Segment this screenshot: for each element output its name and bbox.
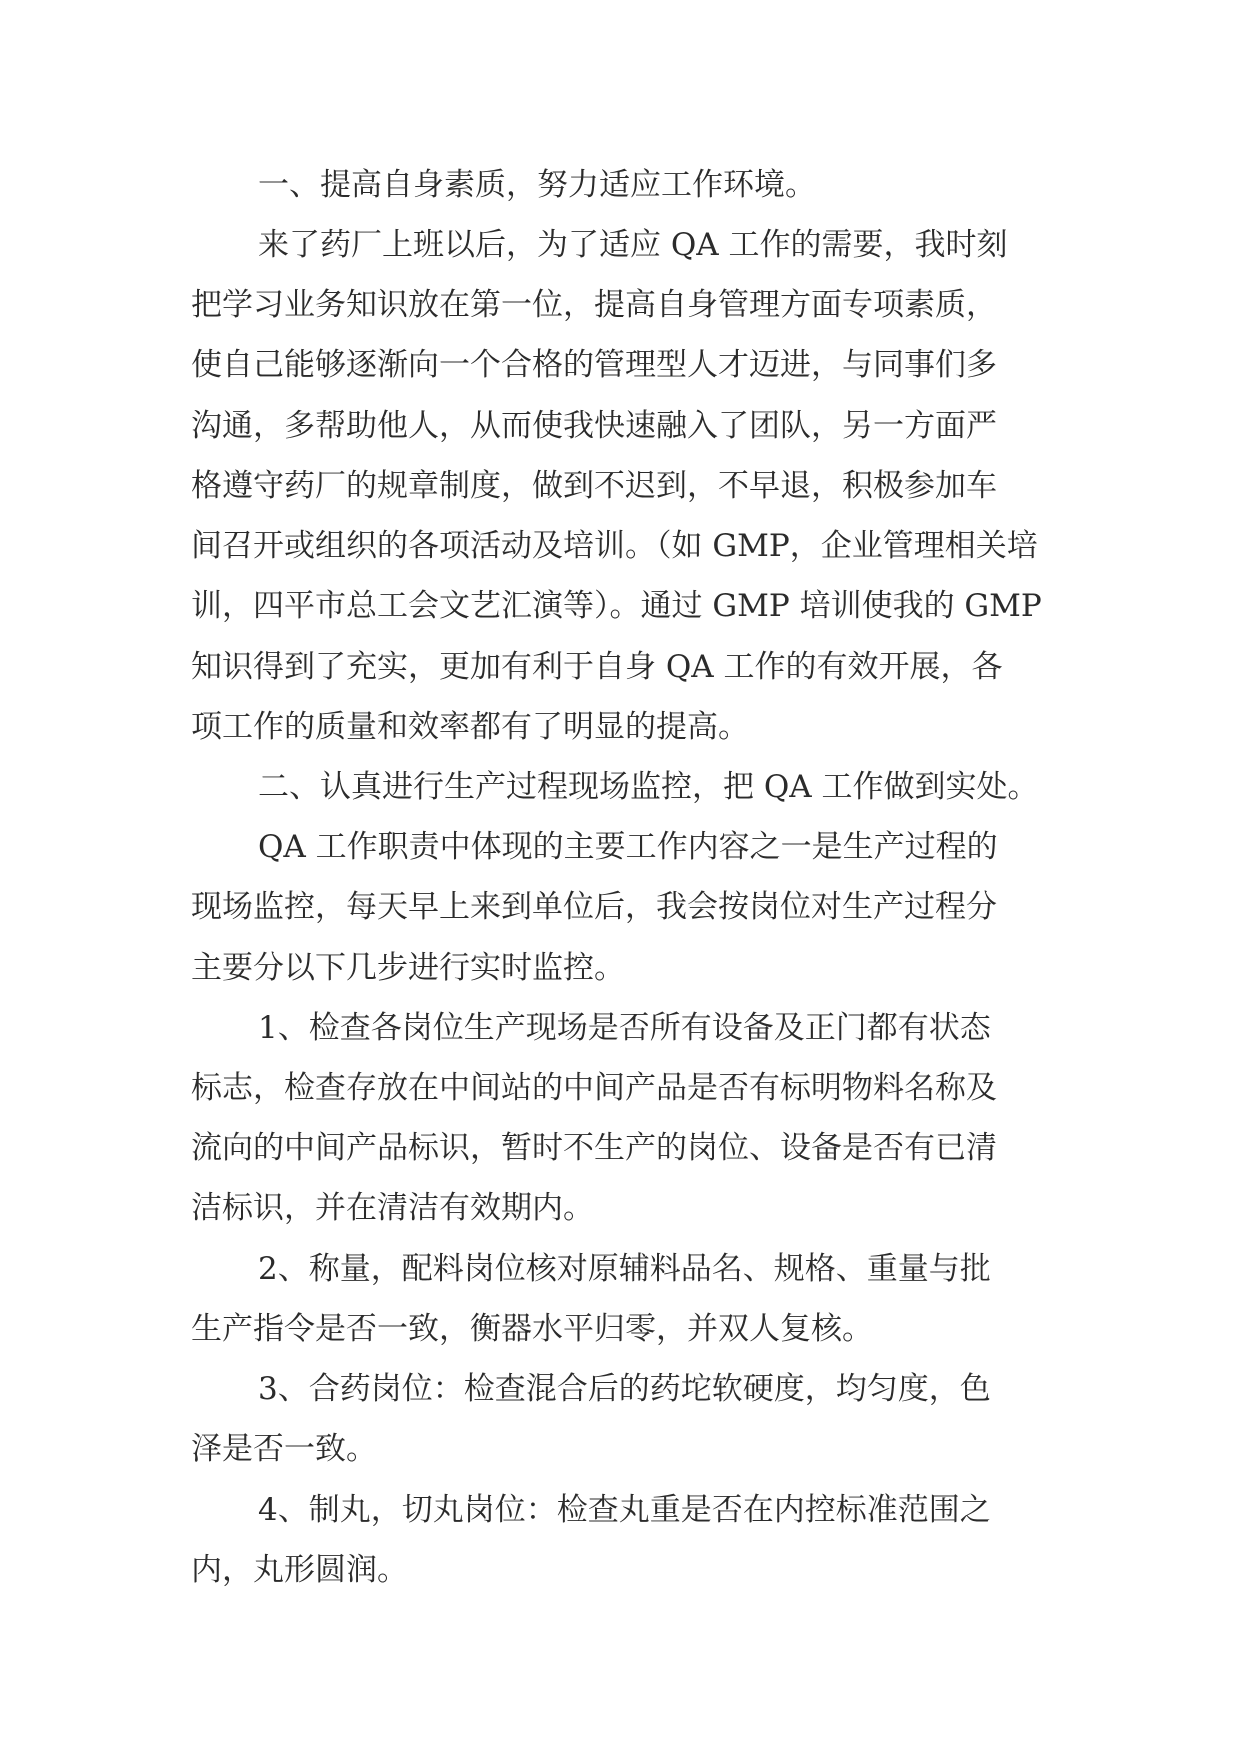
paragraph-line: 现场监控，每天早上来到单位后，我会按岗位对生产过程分 bbox=[191, 889, 997, 925]
list-item-2: 2、称量，配料岗位核对原辅料品名、规格、重量与批 bbox=[258, 1251, 991, 1287]
section-heading-2: 二、认真进行生产过程现场监控，把 QA 工作做到实处。 bbox=[258, 769, 1039, 805]
list-item-3: 3、合药岗位：检查混合后的药坨软硬度，均匀度，色 bbox=[258, 1371, 991, 1407]
paragraph-line: 流向的中间产品标识，暂时不生产的岗位、设备是否有已清 bbox=[191, 1130, 997, 1166]
paragraph-line: 标志，检查存放在中间站的中间产品是否有标明物料名称及 bbox=[191, 1070, 997, 1106]
paragraph-line: 沟通，多帮助他人，从而使我快速融入了团队，另一方面严 bbox=[191, 408, 997, 444]
paragraph-line: 生产指令是否一致，衡器水平归零，并双人复核。 bbox=[191, 1311, 873, 1347]
paragraph-line: 格遵守药厂的规章制度，做到不迟到，不早退，积极参加车 bbox=[191, 468, 997, 504]
paragraph-line: 训，四平市总工会文艺汇演等）。通过 GMP 培训使我的 GMP bbox=[191, 588, 1042, 624]
paragraph-line: 泽是否一致。 bbox=[191, 1431, 377, 1467]
paragraph-line: 项工作的质量和效率都有了明显的提高。 bbox=[191, 709, 749, 745]
paragraph-line: 内，丸形圆润。 bbox=[191, 1552, 408, 1588]
paragraph-line: 主要分以下几步进行实时监控。 bbox=[191, 950, 625, 986]
paragraph-line: 使自己能够逐渐向一个合格的管理型人才迈进，与同事们多 bbox=[191, 347, 997, 383]
paragraph-line: QA 工作职责中体现的主要工作内容之一是生产过程的 bbox=[258, 829, 998, 865]
paragraph-line: 间召开或组织的各项活动及培训。（如 GMP，企业管理相关培 bbox=[191, 528, 1038, 564]
paragraph-line: 洁标识，并在清洁有效期内。 bbox=[191, 1190, 594, 1226]
list-item-1: 1、检查各岗位生产现场是否所有设备及正门都有状态 bbox=[258, 1010, 991, 1046]
paragraph-line: 知识得到了充实，更加有利于自身 QA 工作的有效开展，各 bbox=[191, 649, 1003, 685]
paragraph-line: 来了药厂上班以后，为了适应 QA 工作的需要，我时刻 bbox=[258, 227, 1008, 263]
paragraph-line: 把学习业务知识放在第一位，提高自身管理方面专项素质， bbox=[191, 287, 997, 323]
list-item-4: 4、制丸，切丸岗位：检查丸重是否在内控标准范围之 bbox=[258, 1492, 991, 1528]
section-heading-1: 一、提高自身素质，努力适应工作环境。 bbox=[258, 167, 816, 203]
